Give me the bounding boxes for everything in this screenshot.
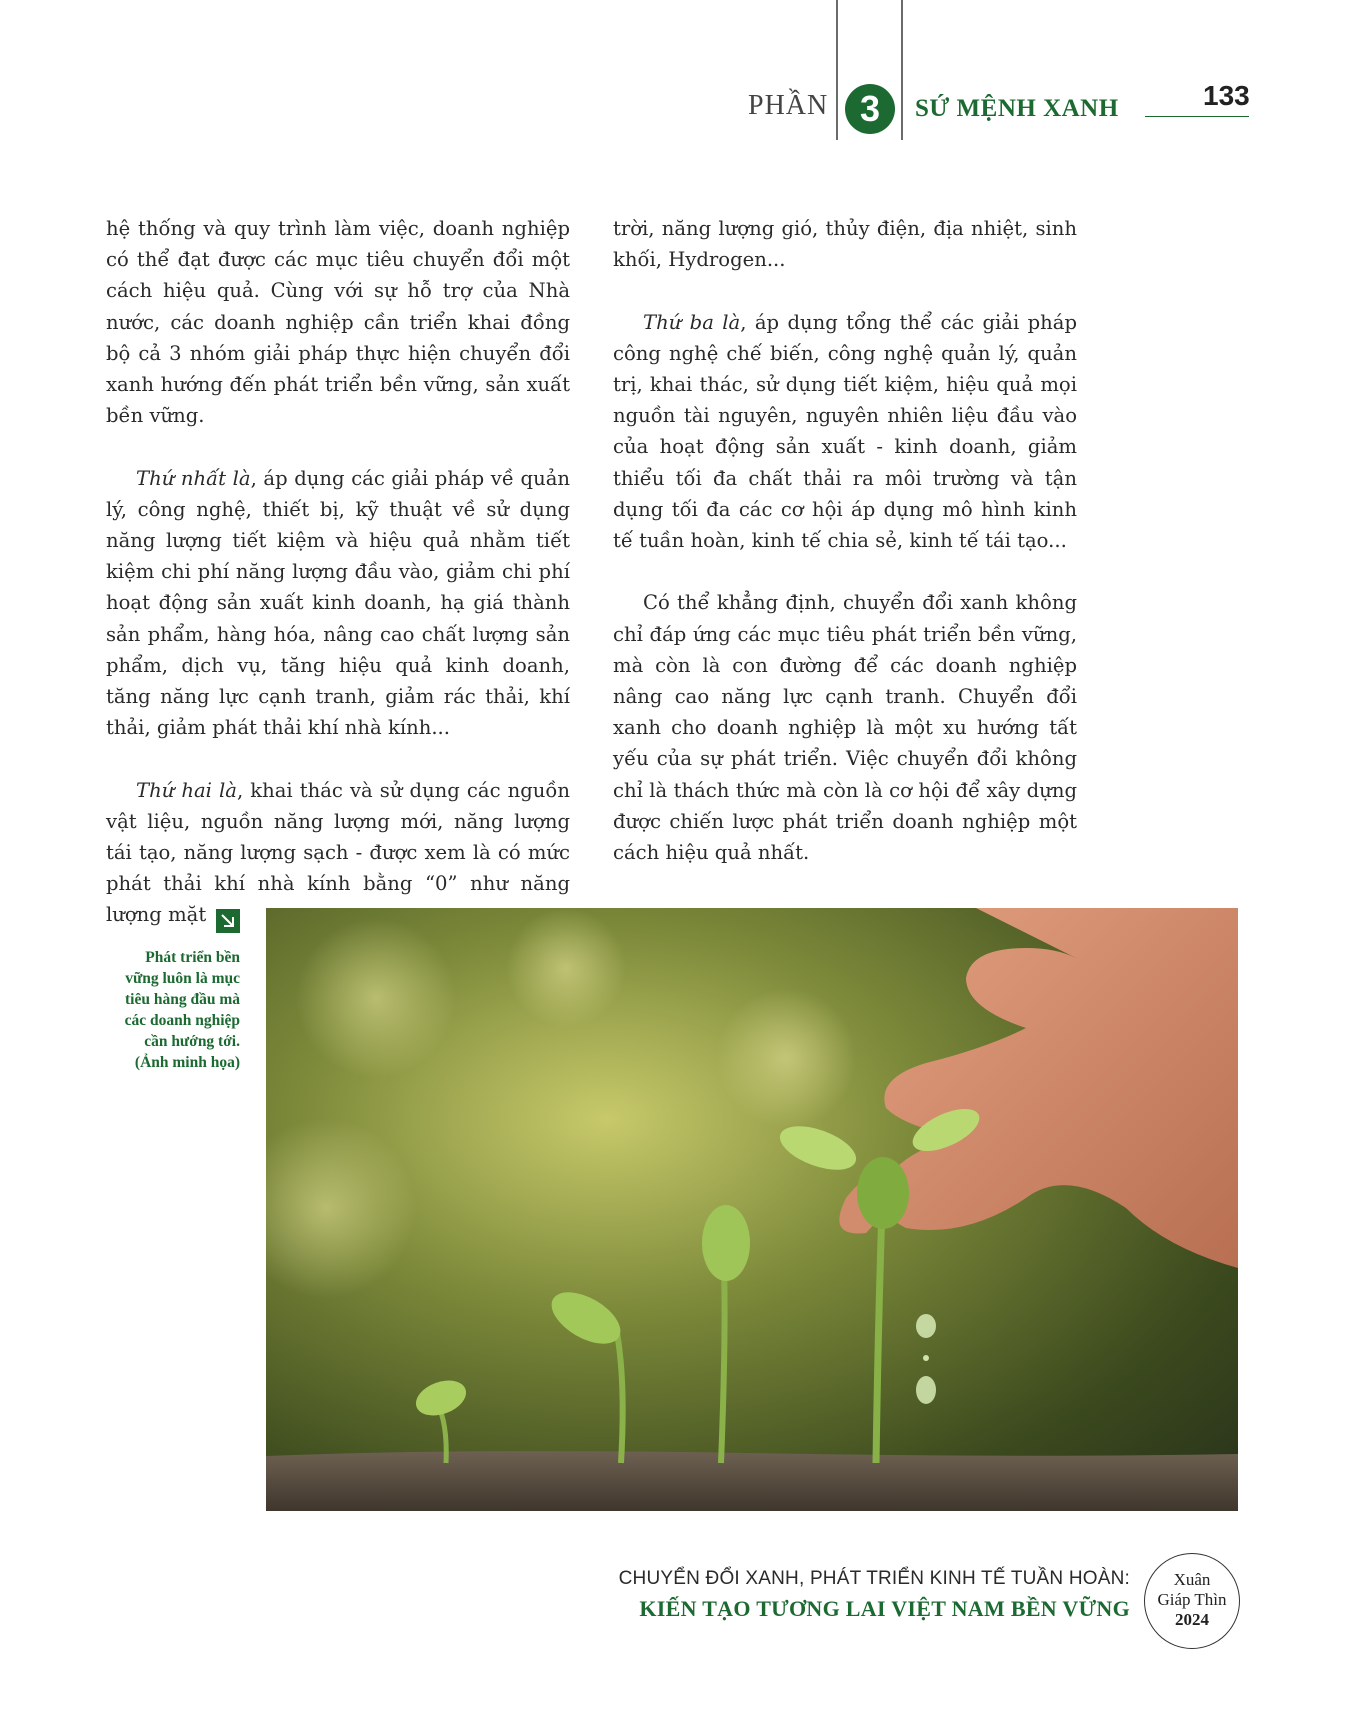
paragraph-lead: Thứ nhất là	[136, 466, 251, 490]
paragraph-body: , áp dụng tổng thể các giải pháp công nghệ chế biến, công nghệ quản lý, quản trị, khai thác, sử dụng tiết kiệm, hiệu quả mọi nguồn tài nguyên, nguyên nhiên liệu đầu vào của hoạt động sản xuất - kinh doanh, giảm thiểu tối đa chất thải ra môi trường và tận dụng tối đa các cơ hội áp dụng mô hình kinh tế tuần hoàn, kinh tế chia sẻ, kinh tế tái tạo...	[613, 310, 1078, 553]
header-rule	[1145, 116, 1249, 117]
arrow-down-right-icon	[216, 909, 240, 933]
paragraph	[106, 463, 570, 744]
badge-year: 2024	[1175, 1610, 1209, 1629]
paragraph: trời, năng lượng gió, thủy điện, địa nhiệt, sinh khối, Hydrogen...	[613, 217, 1077, 272]
paragraph-lead: Thứ hai là	[136, 778, 237, 802]
page-number: 133	[1203, 80, 1250, 111]
paragraph: hệ thống và quy trình làm việc, doanh nghiệp có thể đạt được các mục tiêu chuyển đổi một cách hiệu quả. Cùng với sự hỗ trợ của Nhà nước, các doanh nghiệp cần triển khai đồng bộ cả 3 nhóm giải pháp thực hiện chuyển đổi xanh hướng đến phát triển bền vững, sản xuất bền vững.	[106, 217, 570, 428]
seedling-photo	[266, 908, 1238, 1511]
header-divider-right	[901, 0, 903, 140]
paragraph-body: , khai thác và sử dụng các nguồn vật liệu, nguồn năng lượng mới, năng lượng tái tạo, năng lượng sạch - được xem là có mức phát thải khí nhà kính bằng “0” như năng lượng mặt	[106, 778, 570, 927]
paragraph: Có thể khẳng định, chuyển đổi xanh không chỉ đáp ứng các mục tiêu phát triển bền vững, mà còn là con đường để các doanh nghiệp nâng cao năng lực cạnh tranh. Chuyển đổi xanh cho doanh nghiệp là một xu hướng tất yếu của sự phát triển. Việc chuyển đổi không chỉ là thách thức mà còn là cơ hội để xây dựng được chiến lược phát triển doanh nghiệp một cách hiệu quả nhất.	[613, 591, 1077, 865]
text-column-left	[106, 213, 570, 962]
section-number-badge: 3	[845, 84, 895, 134]
text-column-right	[613, 213, 1077, 899]
paragraph-lead: Thứ ba là	[643, 310, 741, 334]
edition-badge	[1144, 1553, 1240, 1649]
paragraph	[613, 307, 1077, 557]
header-divider-left	[836, 0, 838, 140]
badge-line: Xuân	[1173, 1570, 1211, 1589]
section-word: PHẦN	[748, 90, 829, 121]
badge-line: Giáp Thìn	[1157, 1590, 1227, 1609]
photo-caption: Phát triển bền vững luôn là mục tiêu hàng đầu mà các doanh nghiệp cần hướng tới. (Ảnh minh họa)	[124, 949, 240, 1071]
footer-book-title: KIẾN TẠO TƯƠNG LAI VIỆT NAM BỀN VỮNG	[639, 1596, 1130, 1621]
footer-series-title: CHUYỂN ĐỔI XANH, PHÁT TRIỂN KINH TẾ TUẦN HOÀN:	[618, 1568, 1130, 1589]
paragraph-body: , áp dụng các giải pháp về quản lý, công nghệ, thiết bị, kỹ thuật về sử dụng năng lượng tiết kiệm và hiệu quả nhằm tiết kiệm chi phí năng lượng đầu vào, giảm chi phí hoạt động sản xuất kinh doanh, hạ giá thành sản phẩm, hàng hóa, nâng cao chất lượng sản phẩm, dịch vụ, tăng hiệu quả kinh doanh, tăng năng lực cạnh tranh, giảm rác thải, khí thải, giảm phát thải khí nhà kính...	[106, 466, 570, 740]
section-title: SỨ MỆNH XANH	[915, 95, 1119, 122]
